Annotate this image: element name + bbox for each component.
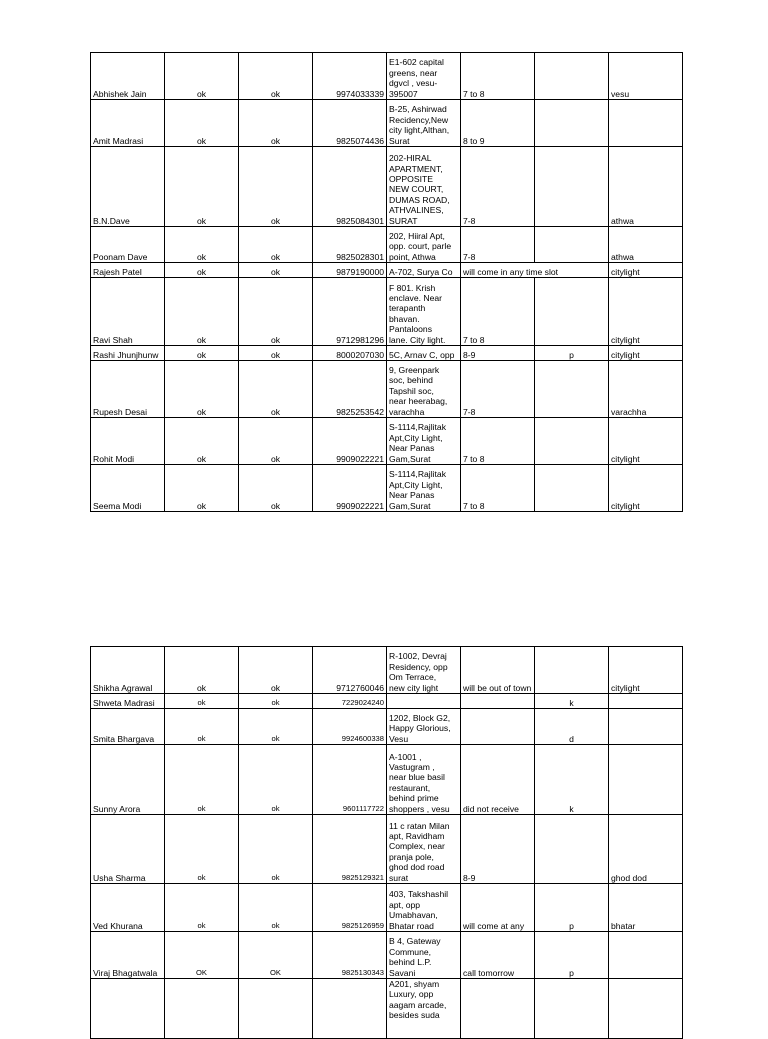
address-cell: R-1002, Devraj Residency, opp Om Terrace, new city light	[387, 647, 461, 694]
area-cell	[609, 709, 683, 745]
phone-cell: 9825084301	[313, 147, 387, 227]
table-row	[91, 361, 683, 418]
flag-cell: d	[535, 709, 609, 745]
phone-cell: 9601117722	[313, 745, 387, 815]
table-row	[91, 465, 683, 512]
flag-cell: p	[535, 884, 609, 932]
address-cell: A-702, Surya Co	[387, 263, 461, 278]
name-cell: Amit Madrasi	[91, 100, 165, 147]
table-row	[91, 418, 683, 465]
area-cell: citylight	[609, 278, 683, 346]
time-slot-cell: will come at any	[461, 884, 535, 932]
phone-cell: 9924600338	[313, 709, 387, 745]
name-cell: B.N.Dave	[91, 147, 165, 227]
name-cell: Shweta Madrasi	[91, 694, 165, 709]
status-cell: OK	[165, 932, 239, 979]
address-cell: A-1001 , Vastugram , near blue basil restaurant, behind prime shoppers , vesu	[387, 745, 461, 815]
area-cell	[609, 745, 683, 815]
status-cell: ok	[239, 745, 313, 815]
status-cell: ok	[239, 278, 313, 346]
phone-cell: 9909022221	[313, 418, 387, 465]
address-cell: A201, shyam Luxury, opp aagam arcade, besides suda	[387, 979, 461, 1039]
phone-cell: 9974033339	[313, 53, 387, 100]
time-slot-cell: 7-8	[461, 227, 535, 263]
table-row	[91, 346, 683, 361]
time-slot-cell: 7-8	[461, 147, 535, 227]
flag-cell: p	[535, 346, 609, 361]
area-cell: citylight	[609, 465, 683, 512]
address-cell: 9, Greenpark soc, behind Tapshil soc, near heerabag, varachha	[387, 361, 461, 418]
area-cell	[609, 932, 683, 979]
area-cell: ghod dod	[609, 815, 683, 884]
flag-cell	[535, 100, 609, 147]
status-cell: ok	[165, 100, 239, 147]
address-cell: 202-HIRAL APARTMENT, OPPOSITE NEW COURT, DUMAS ROAD, ATHVALINES, SURAT	[387, 147, 461, 227]
phone-cell: 9825130343	[313, 932, 387, 979]
time-slot-cell	[461, 709, 535, 745]
time-slot-cell: 7 to 8	[461, 278, 535, 346]
address-cell	[387, 694, 461, 709]
address-cell: B-25, Ashirwad Recidency,New city light,Althan, Surat	[387, 100, 461, 147]
phone-cell: 9909022221	[313, 465, 387, 512]
status-cell: ok	[239, 647, 313, 694]
table-row	[91, 694, 683, 709]
time-slot-cell	[461, 694, 535, 709]
phone-cell: 9825028301	[313, 227, 387, 263]
name-cell: Seema Modi	[91, 465, 165, 512]
area-cell: vesu	[609, 53, 683, 100]
flag-cell	[535, 278, 609, 346]
time-slot-cell: 8 to 9	[461, 100, 535, 147]
status-cell: ok	[165, 147, 239, 227]
table-row	[91, 815, 683, 884]
address-cell: 403, Takshashil apt, opp Umabhavan, Bhatar road	[387, 884, 461, 932]
address-cell: E1-602 capital greens, near dgvcl , vesu- 395007	[387, 53, 461, 100]
phone-cell: 8000207030	[313, 346, 387, 361]
flag-cell	[535, 227, 609, 263]
status-cell: ok	[239, 709, 313, 745]
name-cell: Sunny Arora	[91, 745, 165, 815]
status-cell: ok	[165, 227, 239, 263]
table-row	[91, 884, 683, 932]
address-cell: 11 c ratan Milan apt, Ravidham Complex, near pranja pole, ghod dod road surat	[387, 815, 461, 884]
contact-table-1	[90, 52, 683, 512]
status-cell: ok	[165, 709, 239, 745]
phone-cell	[313, 979, 387, 1039]
table-row	[91, 745, 683, 815]
table-row	[91, 709, 683, 745]
status-cell: ok	[165, 418, 239, 465]
phone-cell: 9712981296	[313, 278, 387, 346]
flag-cell: k	[535, 694, 609, 709]
flag-cell	[535, 815, 609, 884]
time-slot-cell: 7 to 8	[461, 53, 535, 100]
status-cell: ok	[239, 465, 313, 512]
status-cell: ok	[165, 815, 239, 884]
time-slot-cell: did not receive	[461, 745, 535, 815]
name-cell: Poonam Dave	[91, 227, 165, 263]
name-cell: Rupesh Desai	[91, 361, 165, 418]
status-cell: ok	[165, 346, 239, 361]
address-cell: S-1114,Rajlitak Apt,City Light, Near Panas Gam,Surat	[387, 465, 461, 512]
flag-cell	[535, 53, 609, 100]
flag-cell	[535, 979, 609, 1039]
name-cell: Smita Bhargava	[91, 709, 165, 745]
status-cell: ok	[239, 53, 313, 100]
status-cell: ok	[239, 694, 313, 709]
table-row	[91, 147, 683, 227]
name-cell: Usha Sharma	[91, 815, 165, 884]
time-slot-cell: 8-9	[461, 346, 535, 361]
address-cell: S-1114,Rajlitak Apt,City Light, Near Panas Gam,Surat	[387, 418, 461, 465]
phone-cell: 9879190000	[313, 263, 387, 278]
area-cell: citylight	[609, 647, 683, 694]
status-cell: ok	[239, 418, 313, 465]
status-cell: ok	[165, 745, 239, 815]
table-row	[91, 263, 683, 278]
status-cell: ok	[165, 263, 239, 278]
contact-table-2	[90, 646, 683, 1039]
table-row	[91, 979, 683, 1039]
table-row	[91, 53, 683, 100]
area-cell: citylight	[609, 346, 683, 361]
status-cell: ok	[165, 278, 239, 346]
status-cell: ok	[239, 147, 313, 227]
name-cell: Abhishek Jain	[91, 53, 165, 100]
area-cell: bhatar	[609, 884, 683, 932]
status-cell	[165, 979, 239, 1039]
table-row	[91, 278, 683, 346]
name-cell: Ravi Shah	[91, 278, 165, 346]
table-row	[91, 227, 683, 263]
status-cell: ok	[239, 346, 313, 361]
address-cell: 5C, Arnav C, opp	[387, 346, 461, 361]
phone-cell: 7229024240	[313, 694, 387, 709]
status-cell: ok	[239, 227, 313, 263]
status-cell	[239, 979, 313, 1039]
time-slot-cell: 7 to 8	[461, 465, 535, 512]
table-row	[91, 932, 683, 979]
time-slot-cell	[461, 979, 535, 1039]
area-cell: varachha	[609, 361, 683, 418]
status-cell: ok	[165, 884, 239, 932]
time-slot-cell: will come in any time slot	[461, 263, 609, 278]
phone-cell: 9825253542	[313, 361, 387, 418]
phone-cell: 9825074436	[313, 100, 387, 147]
area-cell: citylight	[609, 418, 683, 465]
status-cell: ok	[239, 884, 313, 932]
time-slot-cell: 7-8	[461, 361, 535, 418]
flag-cell	[535, 147, 609, 227]
area-cell: citylight	[609, 263, 683, 278]
time-slot-cell: will be out of town	[461, 647, 535, 694]
status-cell: ok	[239, 100, 313, 147]
flag-cell	[535, 361, 609, 418]
flag-cell	[535, 418, 609, 465]
address-cell: B 4, Gateway Commune, behind L.P. Savani	[387, 932, 461, 979]
area-cell: athwa	[609, 227, 683, 263]
name-cell: Ved Khurana	[91, 884, 165, 932]
status-cell: ok	[165, 465, 239, 512]
address-cell: 202, Hiiral Apt, opp. court, parle point, Athwa	[387, 227, 461, 263]
status-cell: ok	[239, 263, 313, 278]
table-row	[91, 647, 683, 694]
status-cell: ok	[165, 53, 239, 100]
name-cell: Rashi Jhunjhunw	[91, 346, 165, 361]
area-cell: athwa	[609, 147, 683, 227]
phone-cell: 9712760046	[313, 647, 387, 694]
area-cell	[609, 100, 683, 147]
address-cell: F 801. Krish enclave. Near terapanth bhavan. Pantaloons lane. City light.	[387, 278, 461, 346]
status-cell: OK	[239, 932, 313, 979]
name-cell: Rohit Modi	[91, 418, 165, 465]
time-slot-cell: 8-9	[461, 815, 535, 884]
time-slot-cell: call tomorrow	[461, 932, 535, 979]
flag-cell	[535, 465, 609, 512]
status-cell: ok	[165, 361, 239, 418]
status-cell: ok	[239, 361, 313, 418]
name-cell: Viraj Bhagatwala	[91, 932, 165, 979]
name-cell: Shikha Agrawal	[91, 647, 165, 694]
area-cell	[609, 979, 683, 1039]
status-cell: ok	[165, 694, 239, 709]
name-cell: Rajesh Patel	[91, 263, 165, 278]
status-cell: ok	[165, 647, 239, 694]
phone-cell: 9825129321	[313, 815, 387, 884]
flag-cell	[535, 647, 609, 694]
area-cell	[609, 694, 683, 709]
name-cell	[91, 979, 165, 1039]
time-slot-cell: 7 to 8	[461, 418, 535, 465]
phone-cell: 9825126959	[313, 884, 387, 932]
status-cell: ok	[239, 815, 313, 884]
address-cell: 1202, Block G2, Happy Glorious, Vesu	[387, 709, 461, 745]
flag-cell: k	[535, 745, 609, 815]
table-row	[91, 100, 683, 147]
flag-cell: p	[535, 932, 609, 979]
